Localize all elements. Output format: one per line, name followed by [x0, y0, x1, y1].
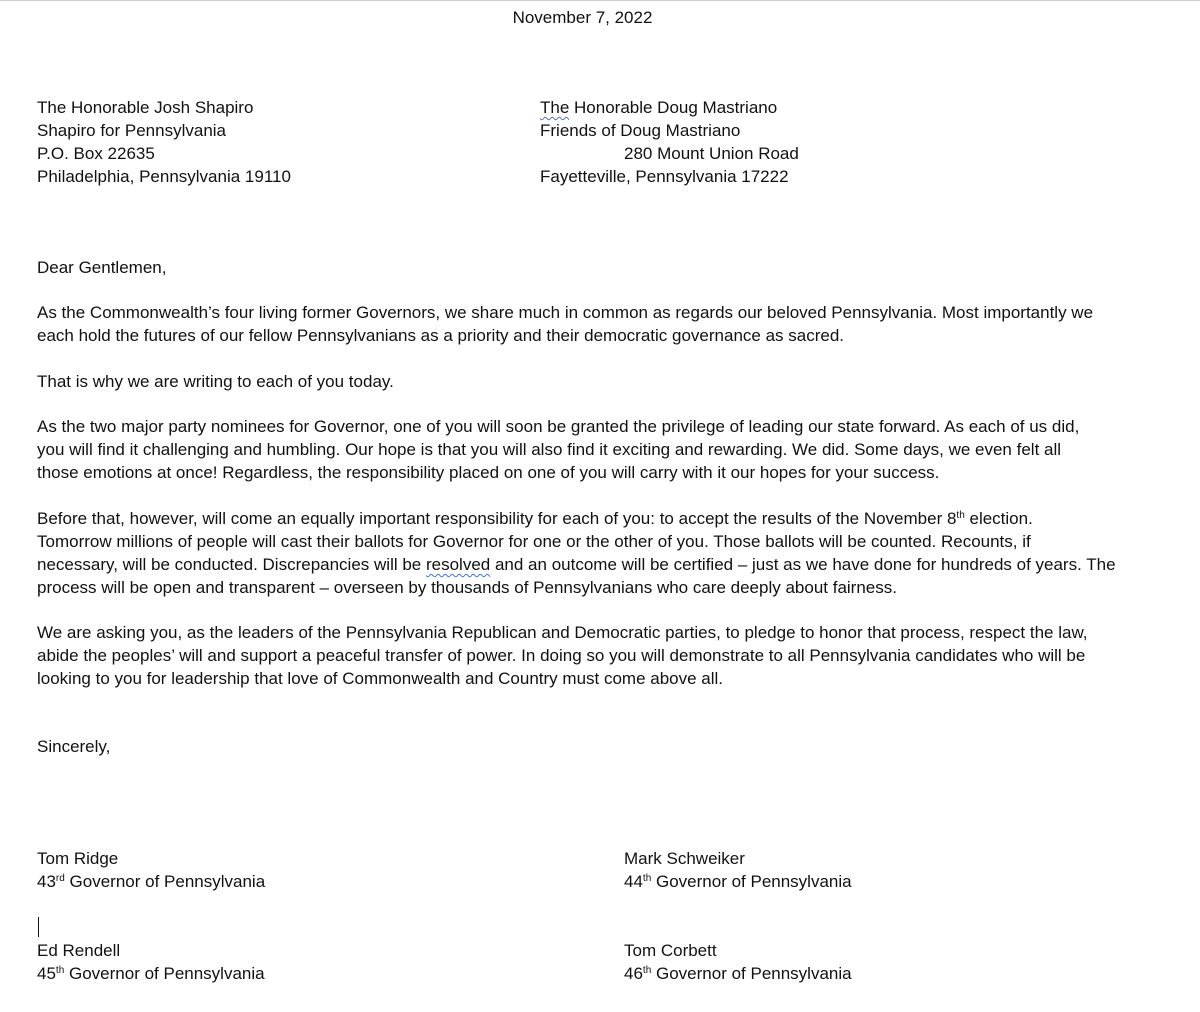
recipient-organization: Shapiro for Pennsylvania	[37, 121, 227, 140]
paragraph-line: process will be open and transparent – overseen by thousands of Pennsylvanians who care deeply about fairness.	[37, 578, 897, 597]
recipient-street: 280 Mount Union Road	[624, 144, 799, 163]
paragraph-5	[37, 621, 1147, 690]
recipient-name: The Honorable Josh Shapiro	[37, 98, 254, 117]
title-text: Governor of Pennsylvania	[651, 872, 852, 891]
governor-number: 46	[624, 964, 643, 983]
paragraph-3	[37, 415, 1147, 484]
governor-number: 44	[624, 872, 643, 891]
recipient-address-shapiro	[37, 96, 291, 188]
title-text: Governor of Pennsylvania	[64, 964, 265, 983]
paragraph-line: We are asking you, as the leaders of the Pennsylvania Republican and Democratic parties, to pledge to honor that process, respect the law,	[37, 623, 1088, 642]
paragraph-text: election.	[964, 509, 1033, 528]
paragraph-line	[37, 507, 1147, 530]
ordinal-suffix: th	[642, 965, 652, 976]
paragraph-line: Tomorrow millions of people will cast their ballots for Governor for one or the other of you. Those ballots will be counted. Recounts, if	[37, 532, 1031, 551]
signatory-title	[624, 870, 852, 893]
recipient-name-rest: Honorable Doug Mastriano	[569, 98, 778, 117]
ordinal-suffix: th	[956, 510, 965, 521]
paragraph-line: you will find it challenging and humbling. Our hope is that you will also find it exciting and rewarding. We did. Some days, we even felt all	[37, 440, 1062, 459]
paragraph-line: That is why we are writing to each of you today.	[37, 372, 394, 391]
paragraph-2	[37, 370, 1147, 393]
signature-block-schweiker	[624, 847, 852, 893]
ordinal-suffix: rd	[55, 873, 65, 884]
paragraph-text: necessary, will be conducted. Discrepancies will be	[37, 555, 426, 574]
recipient-address-mastriano	[540, 96, 799, 188]
paragraph-line: As the two major party nominees for Governor, one of you will soon be granted the privilege of leading our state forward. As each of us did,	[37, 417, 1080, 436]
text-cursor	[38, 917, 39, 937]
paragraph-4	[37, 507, 1147, 599]
ordinal-suffix: th	[55, 965, 65, 976]
title-text: Governor of Pennsylvania	[651, 964, 852, 983]
paragraph-line: each hold the futures of our fellow Pennsylvanians as a priority and their democratic governance as sacred.	[37, 326, 845, 345]
signatory-title	[37, 870, 265, 893]
recipient-city: Philadelphia, Pennsylvania 19110	[37, 167, 291, 186]
spellcheck-underlined-word[interactable]: resolved	[425, 555, 491, 574]
paragraph-text: Before that, however, will come an equally important responsibility for each of you: to accept the results of the November 8	[37, 509, 957, 528]
signatory-name: Mark Schweiker	[624, 849, 745, 868]
title-text: Governor of Pennsylvania	[64, 872, 266, 891]
closing: Sincerely,	[37, 737, 111, 756]
signature-block-rendell	[37, 939, 265, 985]
paragraph-1	[37, 301, 1147, 347]
signatory-name: Tom Corbett	[624, 941, 717, 960]
governor-number: 45	[37, 964, 56, 983]
spellcheck-underlined-word[interactable]: The	[540, 98, 570, 117]
recipient-street: P.O. Box 22635	[37, 144, 155, 163]
paragraph-line: abide the peoples’ will and support a peaceful transfer of power. In doing so you will demonstrate to all Pennsylvania candidates who will be	[37, 646, 1086, 665]
signature-block-corbett	[624, 939, 852, 985]
signatory-name: Tom Ridge	[37, 849, 119, 868]
signature-block-ridge	[37, 847, 265, 893]
letter-date: November 7, 2022	[512, 8, 653, 27]
paragraph-line: As the Commonwealth’s four living former Governors, we share much in common as regards our beloved Pennsylvania. Most importantly we	[37, 303, 1094, 322]
signatory-title	[37, 962, 265, 985]
paragraph-line: looking to you for leadership that love of Commonwealth and Country must come above all.	[37, 669, 724, 688]
salutation: Dear Gentlemen,	[37, 258, 167, 277]
signatory-title	[624, 962, 852, 985]
governor-number: 43	[37, 872, 56, 891]
recipient-name	[540, 96, 799, 119]
recipient-organization: Friends of Doug Mastriano	[540, 121, 741, 140]
paragraph-line: those emotions at once! Regardless, the responsibility placed on one of you will carry with it our hopes for your success.	[37, 463, 940, 482]
paragraph-line	[37, 553, 1147, 576]
recipient-city: Fayetteville, Pennsylvania 17222	[540, 167, 789, 186]
paragraph-text: and an outcome will be certified – just as we have done for hundreds of years. The	[490, 555, 1116, 574]
ordinal-suffix: th	[642, 873, 652, 884]
signatory-name: Ed Rendell	[37, 941, 121, 960]
